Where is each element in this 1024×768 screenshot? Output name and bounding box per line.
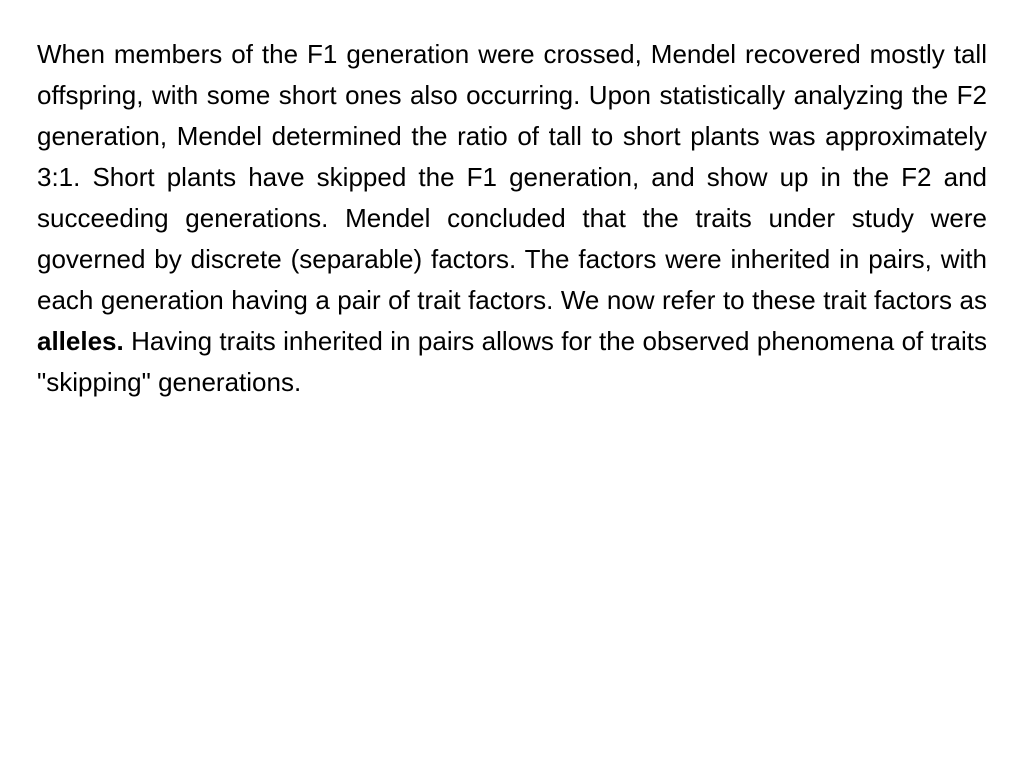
- body-paragraph: [37, 34, 987, 403]
- paragraph-text-part2: Having traits inherited in pairs allows for the observed phenomena of traits "skipping" generations.: [37, 326, 987, 397]
- bold-term-alleles: alleles.: [37, 326, 124, 356]
- paragraph-text-part1: When members of the F1 generation were crossed, Mendel recovered mostly tall offspring, with some short ones also occurring. Upon statistically analyzing the F2 generation, Mendel determined the ratio of tall to short plants was approximately 3:1. Short plants have skipped the F1 generation, and show up in the F2 and succeeding generations. Mendel concluded that the traits under study were governed by discrete (separable) factors. The factors were inherited in pairs, with each generation having a pair of trait factors. We now refer to these trait factors as: [37, 39, 987, 315]
